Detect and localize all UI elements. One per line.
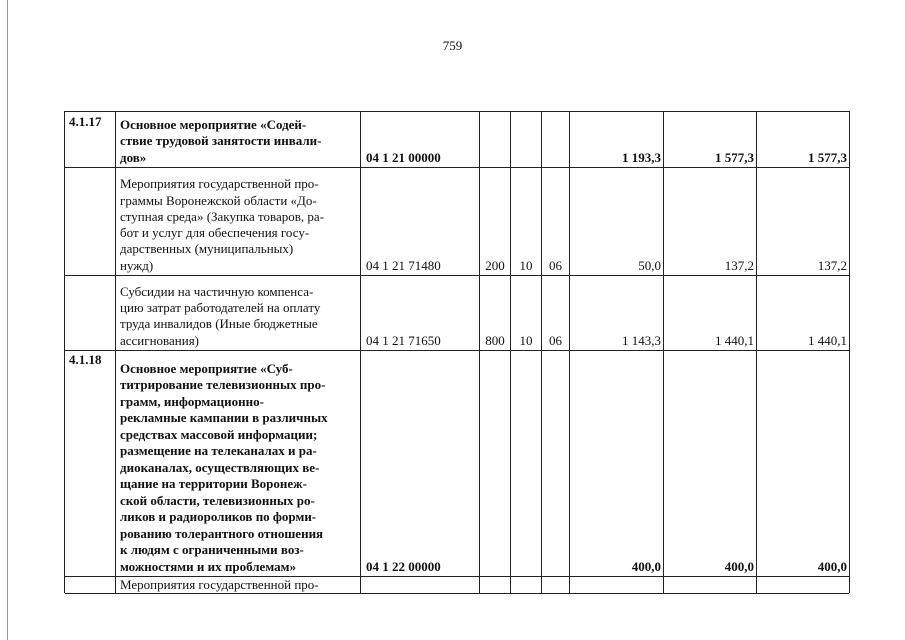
row-code: 04 1 21 71480 (366, 257, 441, 273)
table-row (65, 350, 849, 577)
row-vr (480, 350, 510, 576)
row-description: Субсидии на частичную компенса- цию затрат работодателей на оплату труда инвалидов (Иные бюджетные ассигнования) (120, 283, 321, 348)
scan-margin-line (7, 0, 8, 640)
row-rz: 10 (519, 257, 533, 273)
row-pr: 06 (549, 332, 562, 348)
row-pr (542, 350, 569, 576)
row-value-1: 1 193,3 (622, 149, 661, 165)
row-description: Основное мероприятие «Суб- титрирование телевизионных про- грамм, информационно- рекламные кампании в различных средствах массовой информации; размещение на телеканалах и ра- диоканалах, осуществляющих ве- щание на территории Воронеж- ской области, телевизионных ро- ликов и радиороликов по форми- рованию толерантного отношения к людям с ограниченными воз- можностями и их проблемам» (120, 360, 328, 574)
row-description: Основное мероприятие «Содей- ствие трудовой занятости инвали- дов» (120, 117, 322, 165)
row-number (65, 167, 115, 275)
row-value-2: 400,0 (724, 558, 754, 574)
row-value-1: 1 143,3 (622, 332, 661, 348)
row-vr (480, 112, 510, 167)
row-description: Мероприятия государственной про- граммы Воронежской области «До- ступная среда» (Закупка товаров, ра- бот и услуг для обеспечения госу- дарственных (муниципальных) нужд) (120, 176, 325, 273)
row-vr: 800 (485, 332, 505, 348)
row-pr (542, 112, 569, 167)
row-value-3: 1 440,1 (808, 332, 847, 348)
table-row (65, 167, 849, 276)
row-value-2: 1 440,1 (715, 332, 754, 348)
row-number: 4.1.17 (69, 114, 102, 129)
row-pr: 06 (549, 257, 562, 273)
row-code: 04 1 21 00000 (366, 149, 441, 165)
row-description: Мероприятия государственной про- (120, 577, 319, 592)
row-value-2: 137,2 (724, 257, 754, 273)
row-value-3: 400,0 (817, 558, 847, 574)
row-rz (511, 350, 541, 576)
page-number: 759 (442, 38, 463, 53)
table-row (65, 112, 849, 168)
budget-table (64, 111, 850, 593)
row-value-1: 400,0 (631, 558, 661, 574)
row-code: 04 1 22 00000 (366, 558, 441, 574)
row-code: 04 1 21 71650 (366, 332, 441, 348)
row-number (65, 275, 115, 350)
table-row (65, 577, 849, 594)
row-value-3: 1 577,3 (808, 149, 847, 165)
row-rz (511, 112, 541, 167)
row-value-1: 50,0 (638, 257, 661, 273)
row-vr: 200 (485, 257, 505, 273)
row-rz: 10 (519, 332, 533, 348)
row-value-2: 1 577,3 (715, 149, 754, 165)
table-row (65, 275, 849, 351)
row-number: 4.1.18 (69, 352, 102, 367)
row-value-3: 137,2 (817, 257, 847, 273)
